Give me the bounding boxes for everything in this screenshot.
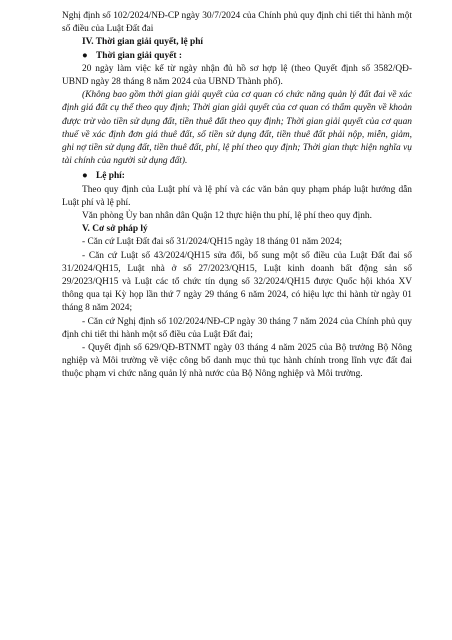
legal-basis-item-1: - Căn cứ Luật Đất đai số 31/2024/QH15 ngày 18 tháng 01 năm 2024; <box>82 237 342 248</box>
fee-paragraph-2: Văn phòng Ủy ban nhân dân Quận 12 thực hiện thu phí, lệ phí theo quy định. <box>82 211 372 222</box>
bullet-dot-icon: ● <box>82 171 88 182</box>
legal-basis-item-2: - Căn cứ Luật số 43/2024/QH15 sửa đổi, bổ sung một số điều của Luật Đất đai số 31/2024/QH15, Luật nhà ở số 27/2023/QH15, Luật kinh doanh bất động sản số 29/2023/QH15 và Luật các tổ chức tín dụng số 32/2024/QH15 được Quốc hội khóa XV thông qua tại Kỳ họp lần thứ 7 ngày 29 tháng 6 năm 2024, có hiệu lực thi hành từ ngày 01 tháng 8 năm 2024; <box>62 250 412 314</box>
bullet-heading-fee-label: Lệ phí: <box>96 171 125 182</box>
time-note-paragraph: (Không bao gồm thời gian giải quyết của cơ quan có chức năng quản lý đất đai về xác định giá đất cụ thể theo quy định; Thời gian giải quyết của cơ quan có thẩm quyền về khoản được trừ vào tiền sử dụng đất, tiền thuê đất theo quy định; Thời gian giải quyết của cơ quan thuế về xác định đơn giá thuê đất, số tiền sử dụng đất, tiền thuê đất phải nộp, miễn, giảm, ghi nợ tiền sử dụng đất, tiền thuê đất, phí, lệ phí theo quy định; Thời gian thực hiện nghĩa vụ tài chính của người sử dụng đất). <box>62 90 412 167</box>
bullet-heading-time-label: Thời gian giải quyết : <box>96 50 182 61</box>
legal-basis-item-3: - Căn cứ Nghị định số 102/2024/NĐ-CP ngày 30 tháng 7 năm 2024 của Chính phủ quy định chi tiết thi hành một số điều của Luật Đất đai; <box>62 316 412 340</box>
decree-paragraph: Nghị định số 102/2024/NĐ-CP ngày 30/7/2024 của Chính phủ quy định chi tiết thi hành một số điều của Luật Đất đai <box>62 11 412 35</box>
time-paragraph: 20 ngày làm việc kể từ ngày nhận đủ hồ sơ hợp lệ (theo Quyết định số 3582/QĐ-UBND ngày 28 tháng 8 năm 2024 của UBND Thành phố). <box>62 63 412 88</box>
bullet-heading-fee <box>62 170 412 183</box>
bullet-heading-time <box>62 50 412 63</box>
section-heading-v: V. Cơ sở pháp lý <box>82 224 148 235</box>
bullet-dot-icon: ● <box>82 50 88 61</box>
section-heading-iv: IV. Thời gian giải quyết, lệ phí <box>82 37 204 48</box>
legal-basis-item-4: - Quyết định số 629/QĐ-BTNMT ngày 03 tháng 4 năm 2025 của Bộ trưởng Bộ Nông nghiệp và Môi trường về việc công bố danh mục thủ tục hành chính trong lĩnh vực đất đai thuộc phạm vi chức năng quản lý nhà nước của Bộ Nông nghiệp và Môi trường. <box>62 343 412 380</box>
fee-paragraph-1: Theo quy định của Luật phí và lệ phí và các văn bản quy phạm pháp luật hướng dẫn Luật phí và lệ phí. <box>62 184 412 208</box>
